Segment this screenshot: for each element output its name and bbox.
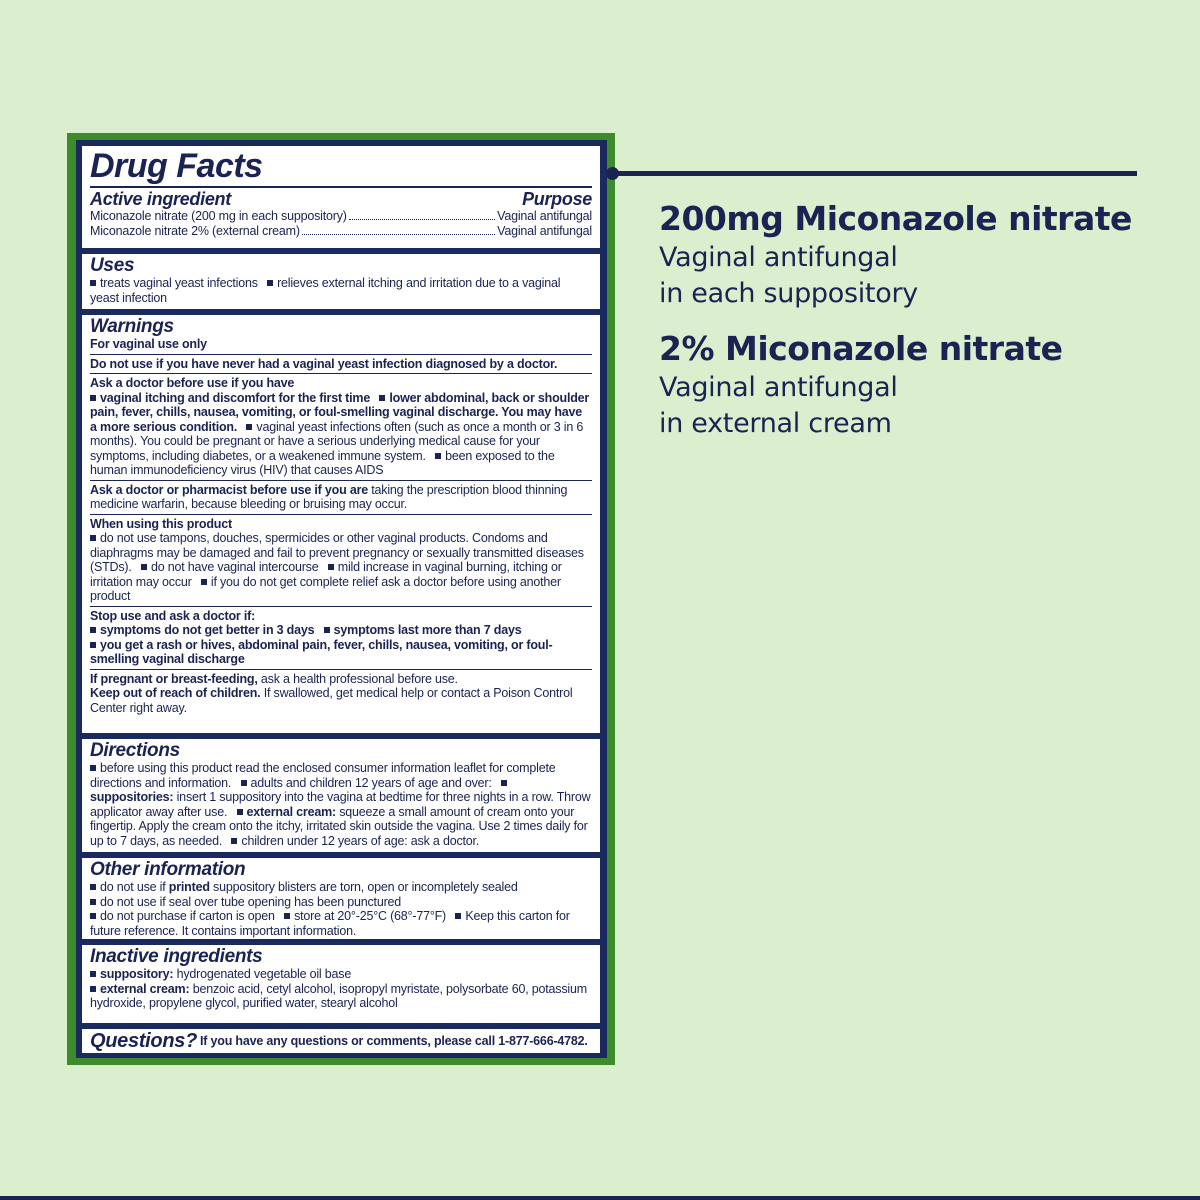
ask-pharmacist-section: Ask a doctor or pharmacist before use if you are taking the prescription blood thinning medicine warfarin, because bleeding or bruising may occur. [90, 482, 568, 511]
other-information-box [82, 858, 600, 939]
bullet-icon [90, 899, 96, 905]
uses-heading: Uses [90, 255, 135, 276]
bullet-icon [435, 453, 441, 459]
directions-heading: Directions [90, 740, 180, 761]
bullet-icon [90, 986, 96, 992]
bullet-icon [90, 280, 96, 286]
claim-title: 200mg Miconazole nitrate [659, 199, 1132, 238]
divider [90, 354, 592, 355]
bullet-icon [324, 627, 330, 633]
ask-doctor-section: Ask a doctor before use if you have vaginal itching and discomfort for the first time lower abdominal, back or shoulder pain, fever, chills, nausea, vomiting, or foul-smelling vaginal discharge. You may have a more serious condition. vaginal yeast infections often (such as once a month or 3 in 6 months). You could be pregnant or have a serious underlying medical cause for your symptoms, including diabetes, or a weakened immune system. been exposed to the human immunodeficiency virus (HIV) that causes AIDS [90, 376, 590, 477]
purpose-heading: Purpose [522, 189, 592, 209]
active-ingredient-row [90, 209, 592, 224]
bullet-icon [379, 395, 385, 401]
warnings-heading: Warnings [90, 316, 174, 337]
ingredient-purpose: Vaginal antifungal [497, 209, 592, 223]
ingredient-name: Miconazole nitrate 2% (external cream) [90, 223, 300, 238]
bullet-icon [90, 535, 96, 541]
divider [90, 669, 592, 670]
directions-box [82, 739, 600, 852]
other-information-text: do not use if printed suppository blisters are torn, open or incompletely sealed do not use if seal over tube opening has been punctured do not purchase if carton is open store at 20°-25°C (68°-77°F) Keep this carton for future reference. It contains important information. [90, 880, 570, 938]
ingredient-purpose: Vaginal antifungal [497, 223, 592, 238]
pregnancy-section: If pregnant or breast-feeding, ask a health professional before use. Keep out of reach of children. If swallowed, get medical help or contact a Poison Control Center right away. [90, 671, 573, 715]
claim-title: 2% Miconazole nitrate [659, 329, 1063, 368]
questions-box [82, 1029, 600, 1053]
claim-line: in each suppository [659, 278, 918, 309]
bullet-icon [90, 971, 96, 977]
drug-facts-frame [76, 140, 607, 1058]
active-ingredient-row [90, 224, 592, 239]
drug-facts-title: Drug Facts [90, 147, 263, 185]
bullet-icon [241, 780, 247, 786]
questions-heading: Questions? [90, 1029, 198, 1052]
bullet-icon [455, 913, 461, 919]
active-ingredient-heading: Active ingredient [90, 189, 231, 209]
stop-use-section: Stop use and ask a doctor if: symptoms do not get better in 3 days symptoms last more than 7 days you get a rash or hives, abdominal pain, fever, chills, nausea, vomiting, or foul-smelling vaginal discharge [90, 608, 553, 666]
bullet-icon [90, 642, 96, 648]
active-ingredient-box [82, 146, 600, 248]
bullet-icon [237, 809, 243, 815]
leader-dots [349, 219, 495, 220]
questions-text: If you have any questions or comments, please call 1-877-666-4782. [200, 1033, 588, 1048]
bullet-icon [90, 395, 96, 401]
bullet-icon [231, 838, 237, 844]
claim-line: Vaginal antifungal [659, 372, 898, 403]
bullet-icon [284, 913, 290, 919]
bullet-icon [90, 765, 96, 771]
bullet-icon [141, 564, 147, 570]
inactive-ingredients-box [82, 945, 600, 1023]
claims-panel [659, 198, 1159, 442]
uses-box [82, 254, 600, 309]
uses-text: treats vaginal yeast infections relieves external itching and irritation due to a vaginal yeast infection [90, 276, 561, 305]
bullet-icon [90, 627, 96, 633]
directions-text: before using this product read the enclosed consumer information leaflet for complete directions and information. adults and children 12 years of age and over: suppositories: insert 1 suppository into the vagina at bedtime for three nights in a row. Throw applicator away after use. external cream: squeeze a small amount of cream onto your fingertip. Apply the cream onto the itchy, irritated skin outside the vagina. Use 2 times daily for up to 7 days, as needed. children under 12 years of age: ask a doctor. [90, 761, 591, 848]
warnings-box [82, 315, 600, 733]
claim-suppository [659, 198, 1159, 312]
when-using-section: When using this product do not use tampons, douches, spermicides or other vaginal products. Condoms and diaphragms may be damaged and fail to prevent pregnancy or sexually transmitted diseases (STDs). do not have vaginal intercourse mild increase in vaginal burning, itching or irritation may occur if you do not get complete relief ask a doctor before using another product [90, 516, 584, 603]
bullet-icon [90, 913, 96, 919]
leader-dots [302, 234, 495, 235]
inactive-ingredients-text: suppository: hydrogenated vegetable oil base external cream: benzoic acid, cetyl alcohol, isopropyl myristate, polysorbate 60, potassium hydroxide, propylene glycol, purified water, stearyl alcohol [90, 967, 587, 1010]
active-ingredient-header [90, 190, 592, 209]
claim-line: Vaginal antifungal [659, 242, 898, 273]
vaginal-use-only: For vaginal use only [90, 337, 207, 351]
claim-line: in external cream [659, 408, 892, 439]
divider [90, 373, 592, 374]
connector-line [612, 171, 1137, 176]
drug-facts-panel [67, 133, 615, 1065]
divider [90, 514, 592, 515]
ingredient-name: Miconazole nitrate (200 mg in each suppository) [90, 209, 347, 223]
bullet-icon [501, 780, 507, 786]
bullet-icon [328, 564, 334, 570]
other-information-heading: Other information [90, 859, 246, 880]
claim-cream [659, 328, 1159, 442]
bullet-icon [90, 884, 96, 890]
bullet-icon [267, 280, 273, 286]
do-not-use: Do not use if you have never had a vaginal yeast infection diagnosed by a doctor. [90, 356, 558, 371]
inactive-ingredients-heading: Inactive ingredients [90, 946, 263, 967]
bottom-border [0, 1196, 1200, 1200]
bullet-icon [246, 424, 252, 430]
bullet-icon [201, 579, 207, 585]
divider [90, 480, 592, 481]
divider [90, 606, 592, 607]
